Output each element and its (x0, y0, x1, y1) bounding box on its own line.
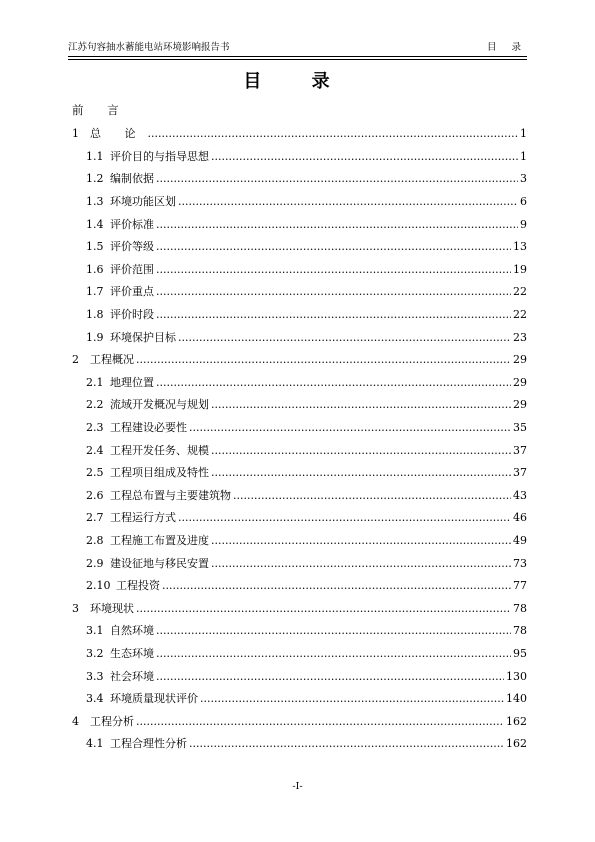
toc-entry-title: 生态环境 (110, 647, 154, 661)
toc-dot-leader (156, 284, 511, 300)
toc-entry-page: 3 (520, 172, 527, 186)
toc-entry[interactable] (72, 733, 527, 756)
toc-dot-leader (136, 352, 511, 368)
toc-entry-page: 13 (513, 240, 527, 254)
toc-entry-page: 37 (513, 466, 527, 480)
toc-entry[interactable] (72, 620, 527, 643)
toc-entry-title: 评价时段 (110, 308, 154, 322)
toc-entry-number: 2.3 (86, 421, 104, 435)
toc-entry-title: 评价等级 (110, 240, 154, 254)
header-document-title: 江苏句容抽水蓄能电站环境影响报告书 (68, 42, 230, 53)
toc-entry-title: 流域开发概况与规划 (110, 398, 209, 412)
toc-entry[interactable] (72, 236, 527, 259)
toc-entry[interactable] (72, 146, 527, 169)
toc-entry[interactable] (72, 191, 527, 214)
toc-entry[interactable] (72, 394, 527, 417)
toc-dot-leader (156, 646, 511, 662)
toc-entry-number: 1.2 (86, 172, 104, 186)
header-section-title: 目 录 (486, 42, 527, 53)
toc-entry[interactable] (72, 462, 527, 485)
toc-entry-page: 95 (513, 647, 527, 661)
toc-entry-number: 1.5 (86, 240, 104, 254)
toc-entry-page: 46 (513, 511, 527, 525)
toc-entry-page: 23 (513, 330, 527, 344)
toc-dot-leader (178, 194, 518, 210)
toc-entry-title: 建设征地与移民安置 (110, 556, 209, 570)
toc-entry-number: 1.3 (86, 195, 104, 209)
toc-entry-number: 2.1 (86, 375, 104, 389)
toc-entry-title: 自然环境 (110, 624, 154, 638)
toc-dot-leader (211, 533, 511, 549)
toc-entry-number: 2.2 (86, 398, 104, 412)
toc-entry-page: 35 (513, 421, 527, 435)
toc-preface-entry[interactable]: 前 言 (72, 103, 129, 117)
toc-entry-number: 1.6 (86, 262, 104, 276)
toc-dot-leader (136, 714, 504, 730)
toc-entry-title: 工程运行方式 (110, 511, 176, 525)
toc-entry-number: 1.1 (86, 149, 104, 163)
toc-dot-leader (211, 465, 511, 481)
toc-entry-title: 评价标准 (110, 217, 154, 231)
toc-dot-leader (156, 217, 518, 233)
toc-entry-page: 1 (520, 149, 527, 163)
toc-entry-title: 总 论 (90, 127, 146, 141)
toc-entry-number: 1.4 (86, 217, 104, 231)
toc-dot-leader (211, 556, 511, 572)
toc-dot-leader (200, 691, 504, 707)
toc-dot-leader (148, 126, 519, 142)
toc-entry-number: 2.9 (86, 556, 104, 570)
toc-entry-page: 9 (520, 217, 527, 231)
toc-entry-title: 环境质量现状评价 (110, 692, 198, 706)
toc-entry-title: 工程分析 (90, 714, 134, 728)
toc-dot-leader (156, 171, 518, 187)
toc-entry-page: 29 (513, 375, 527, 389)
toc-entry-title: 工程概况 (90, 353, 134, 367)
toc-entry-title: 工程开发任务、规模 (110, 443, 209, 457)
toc-entry-number: 3.1 (86, 624, 104, 638)
toc-entry-title: 编制依据 (110, 172, 154, 186)
toc-entry[interactable] (72, 349, 527, 372)
toc-dot-leader (156, 307, 511, 323)
toc-entry[interactable] (72, 552, 527, 575)
toc-entry[interactable] (72, 711, 527, 734)
toc-entry[interactable] (72, 507, 527, 530)
toc-entry[interactable] (72, 598, 527, 621)
toc-entry-title: 工程施工布置及进度 (110, 534, 209, 548)
toc-entry-page: 1 (520, 127, 527, 141)
toc-entry-page: 162 (506, 737, 527, 751)
toc-entry-page: 78 (513, 601, 527, 615)
toc-entry-title: 社会环境 (110, 669, 154, 683)
toc-entry[interactable] (72, 123, 527, 146)
toc-entry-page: 29 (513, 398, 527, 412)
page-number: -I- (292, 781, 303, 792)
toc-entry-page: 22 (513, 285, 527, 299)
toc-entry[interactable] (72, 304, 527, 327)
toc-entry[interactable] (72, 326, 527, 349)
toc-entry-title: 评价目的与指导思想 (110, 149, 209, 163)
toc-entry-title: 工程建设必要性 (110, 421, 187, 435)
toc-entry-number: 1 (72, 127, 79, 141)
toc-entry-number: 3.3 (86, 669, 104, 683)
toc-entry-page: 130 (506, 669, 527, 683)
toc-entry[interactable] (72, 439, 527, 462)
toc-entry[interactable] (72, 213, 527, 236)
toc-dot-leader (211, 149, 518, 165)
toc-entry-title: 工程项目组成及特性 (110, 466, 209, 480)
toc-entry-number: 3.2 (86, 647, 104, 661)
toc-entry-number: 2.6 (86, 488, 104, 502)
running-header (68, 40, 527, 56)
toc-dot-leader (156, 623, 511, 639)
toc-entry-title: 评价重点 (110, 285, 154, 299)
toc-dot-leader (156, 669, 504, 685)
toc-dot-leader (211, 443, 511, 459)
toc-entry-title: 环境功能区划 (110, 195, 176, 209)
toc-entry-number: 2.4 (86, 443, 104, 457)
toc-entry[interactable] (72, 485, 527, 508)
toc-dot-leader (189, 420, 511, 436)
toc-dot-leader (136, 601, 511, 617)
toc-entry-page: 37 (513, 443, 527, 457)
toc-entry[interactable] (72, 575, 527, 598)
toc-entry-title: 评价范围 (110, 262, 154, 276)
toc-dot-leader (156, 239, 511, 255)
toc-entry[interactable] (72, 281, 527, 304)
toc-entry-number: 2.5 (86, 466, 104, 480)
toc-entry-page: 162 (506, 714, 527, 728)
toc-entry-number: 3 (72, 601, 79, 615)
toc-entry-page: 19 (513, 262, 527, 276)
toc-entry-page: 29 (513, 353, 527, 367)
toc-entry-page: 77 (513, 579, 527, 593)
toc-entry-number: 3.4 (86, 692, 104, 706)
toc-entry[interactable] (72, 372, 527, 395)
toc-entry-title: 环境保护目标 (110, 330, 176, 344)
toc-entry-title: 工程合理性分析 (110, 737, 187, 751)
toc-entry-number: 1.8 (86, 308, 104, 322)
toc-dot-leader (156, 375, 511, 391)
toc-entry-page: 140 (506, 692, 527, 706)
toc-entry-page: 73 (513, 556, 527, 570)
toc-entry-title: 地理位置 (110, 375, 154, 389)
toc-entry-number: 2.10 (86, 579, 111, 593)
toc-entry[interactable] (72, 259, 527, 282)
toc-entry[interactable] (72, 688, 527, 711)
toc-entry-page: 6 (520, 195, 527, 209)
toc-entry-number: 4.1 (86, 737, 104, 751)
toc-dot-leader (178, 510, 511, 526)
toc-entry-number: 2.8 (86, 534, 104, 548)
toc-dot-leader (178, 330, 511, 346)
toc-entry-number: 4 (72, 714, 79, 728)
toc-dot-leader (233, 488, 511, 504)
toc-entry-title: 工程投资 (116, 579, 160, 593)
toc-entry-number: 2.7 (86, 511, 104, 525)
toc-entry-page: 78 (513, 624, 527, 638)
toc-entry-page: 22 (513, 308, 527, 322)
toc-entry[interactable] (72, 168, 527, 191)
toc-entry-title: 环境现状 (90, 601, 134, 615)
toc-dot-leader (211, 397, 511, 413)
toc-entry-number: 1.9 (86, 330, 104, 344)
page-title: 目 录 (243, 71, 352, 92)
toc-dot-leader (162, 578, 511, 594)
header-rule-thin (68, 59, 527, 60)
toc-entry[interactable] (72, 530, 527, 553)
toc-entry-page: 49 (513, 534, 527, 548)
toc-entry[interactable] (72, 417, 527, 440)
toc-entry-page: 43 (513, 488, 527, 502)
toc-entry[interactable] (72, 643, 527, 666)
toc-entry[interactable] (72, 665, 527, 688)
toc-entry-number: 1.7 (86, 285, 104, 299)
header-rule-thick (68, 56, 527, 57)
toc-dot-leader (156, 262, 511, 278)
toc-entry-title: 工程总布置与主要建筑物 (110, 488, 231, 502)
toc-dot-leader (189, 736, 504, 752)
toc-entry-number: 2 (72, 353, 79, 367)
